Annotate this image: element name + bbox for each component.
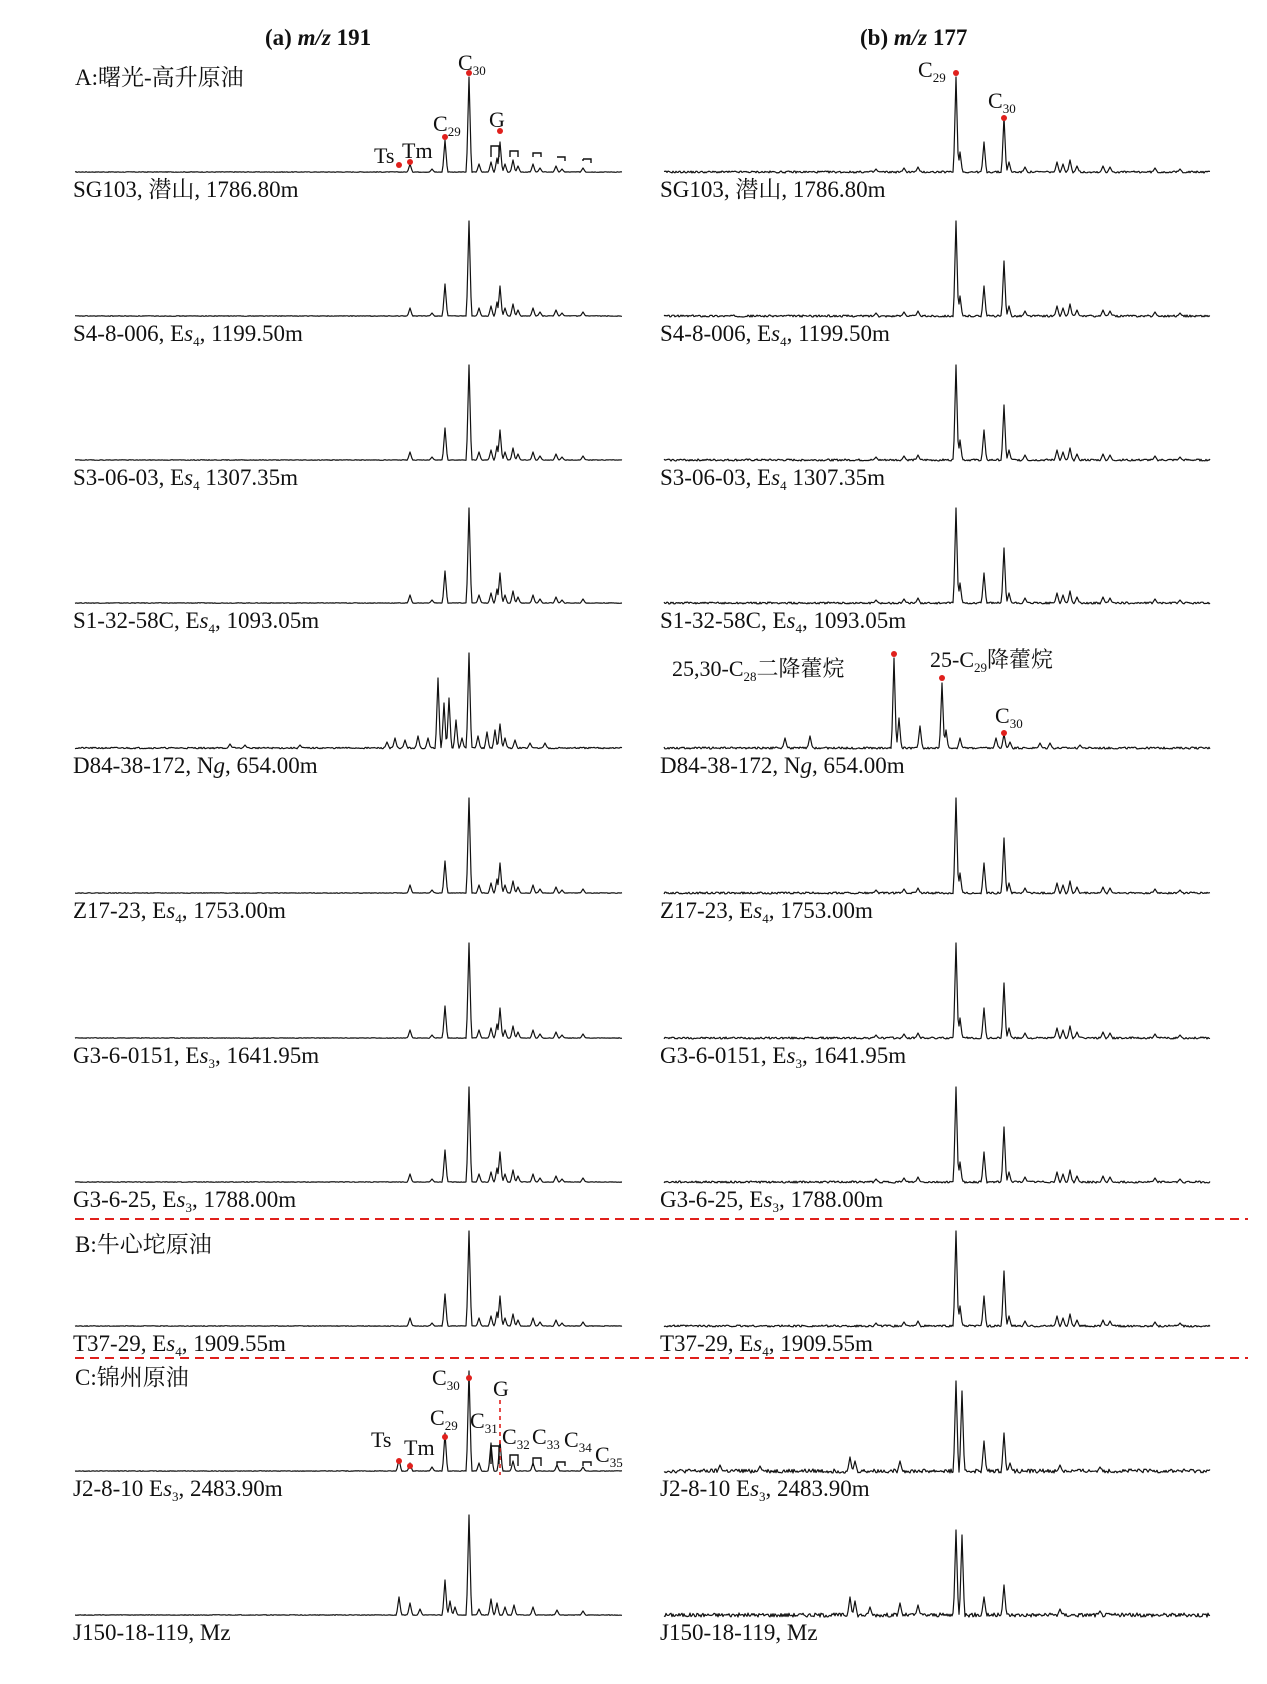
trace-m191-S4-8-006 [75, 221, 622, 316]
column-title-m177: (b) m/z 177 [860, 25, 968, 50]
trace-m177-S4-8-006 [664, 221, 1210, 317]
trace-m177-S1-32-58C [664, 508, 1210, 604]
peak-label-norhopane-29: $25-C_{29}$降藿烷 [930, 647, 1054, 675]
peak-label-c35-j2: $C_{35}$ [595, 1442, 623, 1470]
peak-label-c31-j2: $C_{31}$ [470, 1408, 498, 1436]
trace-m191-SG103 [75, 77, 622, 172]
sample-label-S1-32-58C-a: S1-32-58C, $Es_4$, 1093.05m [73, 608, 320, 636]
peak-label-tm-j2: Tm [404, 1435, 435, 1460]
sample-label-S4-8-006-b: S4-8-006, $Es_4$, 1199.50m [660, 321, 890, 349]
sample-label-G3-6-25-a: G3-6-25, $Es_3$, 1788.00m [73, 1187, 297, 1215]
peak-label-ts-j2: Ts [371, 1427, 392, 1452]
peak-label-c32-j2: $C_{32}$ [502, 1424, 530, 1452]
sample-label-G3-6-0151-b: G3-6-0151, $Es_3$, 1641.95m [660, 1043, 907, 1071]
peak-label-c29-177: $C_{29}$ [918, 57, 946, 85]
peak-marker-ts-j2 [396, 1458, 402, 1464]
group-label-C: C:锦州原油 [75, 1365, 189, 1390]
sample-label-S3-06-03-b: S3-06-03, $Es_4$ 1307.35m [660, 465, 886, 493]
trace-m191-J150-18-119 [75, 1515, 622, 1615]
peak-label-c30-d84: $C_{30}$ [995, 703, 1023, 731]
sample-label-Z17-23-a: Z17-23, $Es_4$, 1753.00m [73, 898, 286, 926]
trace-m177-S3-06-03 [664, 365, 1210, 461]
peak-label-c29-j2: $C_{29}$ [430, 1405, 458, 1433]
sample-label-D84-38-172-a: D84-38-172, Ng, 654.00m [73, 753, 318, 778]
peak-marker-tm-j2 [407, 1463, 413, 1469]
sample-label-J150-18-119-b: J150-18-119, Mz [660, 1620, 818, 1645]
peak-label-g-j2: G [493, 1376, 509, 1401]
peak-label-c30-177: $C_{30}$ [988, 88, 1016, 116]
peak-label-g: G [489, 107, 505, 132]
trace-m191-S3-06-03 [75, 365, 622, 460]
sample-label-J2-8-10-a: J2-8-10 $Es_3$, 2483.90m [73, 1476, 283, 1504]
group-label-B: B:牛心坨原油 [75, 1232, 212, 1257]
group-label-A: A:曙光-高升原油 [75, 65, 244, 90]
peak-marker-c29-j2 [442, 1434, 448, 1440]
trace-m191-S1-32-58C [75, 508, 622, 603]
peak-label-tm: Tm [402, 138, 433, 163]
column-title-m191: (a) m/z 191 [265, 25, 372, 50]
annotations-m177-sg103 [918, 57, 1016, 121]
peak-label-c34-j2: $C_{34}$ [564, 1427, 592, 1455]
annotations-m177-d84 [672, 647, 1053, 736]
trace-m177-J2-8-10 [664, 1381, 1210, 1473]
trace-m177-J150-18-119 [664, 1530, 1210, 1617]
peak-marker-c30-d84 [1001, 730, 1007, 736]
sample-label-SG103-b: SG103, 潜山, 1786.80m [660, 177, 886, 202]
sample-label-Z17-23-b: Z17-23, $Es_4$, 1753.00m [660, 898, 873, 926]
peak-label-norhopane-28: $25,30-C_{28}$二降藿烷 [672, 656, 845, 684]
peak-label-c30-j2: $C_{30}$ [432, 1365, 460, 1393]
peak-marker-c30-j2 [466, 1375, 472, 1381]
trace-m177-G3-6-0151 [664, 943, 1210, 1039]
trace-m177-Z17-23 [664, 798, 1210, 894]
peak-marker-c29-177 [953, 70, 959, 76]
peak-marker-norhopane-29 [939, 675, 945, 681]
sample-label-J150-18-119-a: J150-18-119, Mz [73, 1620, 231, 1645]
sample-label-T37-29-a: T37-29, $Es_4$, 1909.55m [73, 1331, 286, 1359]
sample-label-J2-8-10-b: J2-8-10 $Es_3$, 2483.90m [660, 1476, 870, 1504]
sample-label-S3-06-03-a: S3-06-03, $Es_4$ 1307.35m [73, 465, 299, 493]
peak-label-ts: Ts [374, 143, 395, 168]
trace-m191-Z17-23 [75, 798, 622, 893]
trace-m191-D84-38-172 [75, 653, 622, 749]
homohopane-doublet-bracket [491, 146, 591, 163]
trace-m177-SG103 [664, 77, 1210, 173]
trace-m191-G3-6-25 [75, 1087, 622, 1182]
sample-label-G3-6-0151-a: G3-6-0151, $Es_3$, 1641.95m [73, 1043, 320, 1071]
annotations-m191-sg103 [374, 50, 591, 168]
trace-m177-T37-29 [664, 1231, 1210, 1327]
annotations-m191-j2 [371, 1365, 623, 1475]
chromatogram-traces [75, 77, 1210, 1617]
peak-label-c29: $C_{29}$ [433, 111, 461, 139]
sample-label-D84-38-172-b: D84-38-172, Ng, 654.00m [660, 753, 905, 778]
sample-label-T37-29-b: T37-29, $Es_4$, 1909.55m [660, 1331, 873, 1359]
sample-label-SG103-a: SG103, 潜山, 1786.80m [73, 177, 299, 202]
sample-label-S4-8-006-a: S4-8-006, $Es_4$, 1199.50m [73, 321, 303, 349]
sample-label-G3-6-25-b: G3-6-25, $Es_3$, 1788.00m [660, 1187, 884, 1215]
peak-label-c30: $C_{30}$ [458, 50, 486, 78]
peak-label-c33-j2: $C_{33}$ [532, 1424, 560, 1452]
trace-m177-G3-6-25 [664, 1087, 1210, 1183]
peak-marker-norhopane-28 [891, 651, 897, 657]
trace-m191-G3-6-0151 [75, 943, 622, 1038]
sample-label-S1-32-58C-b: S1-32-58C, $Es_4$, 1093.05m [660, 608, 907, 636]
